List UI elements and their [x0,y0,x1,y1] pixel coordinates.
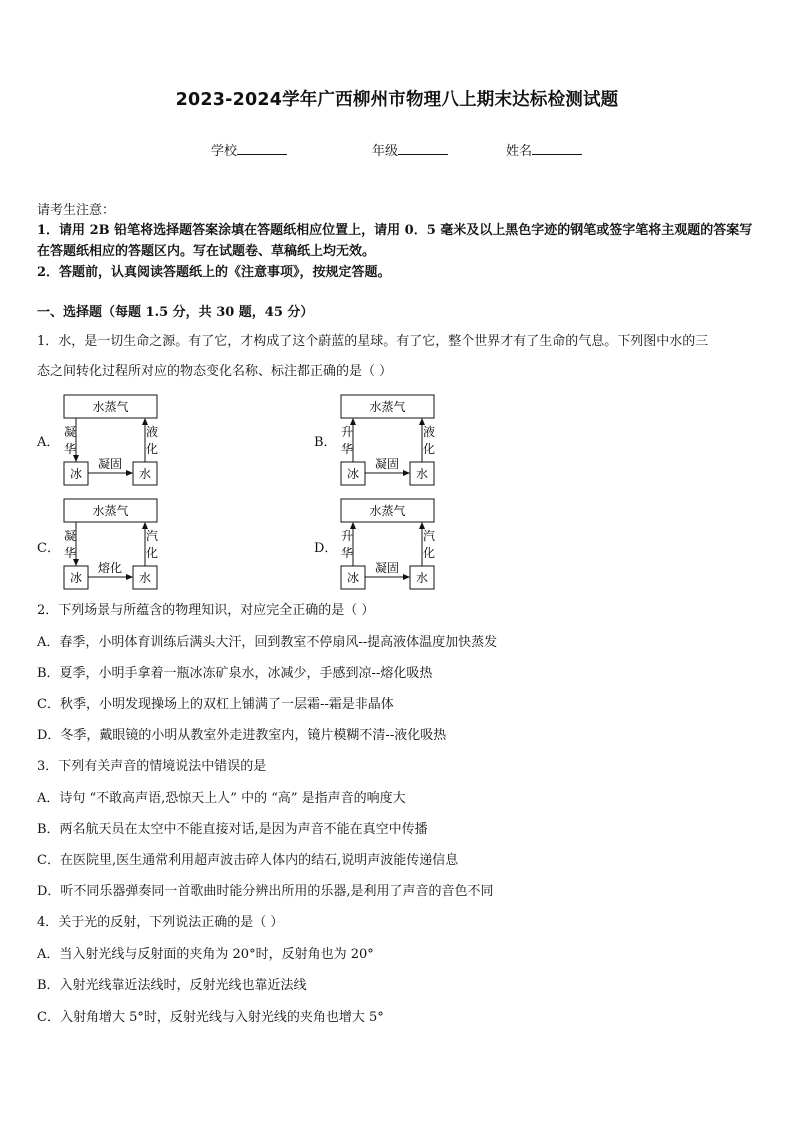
q3-option-d[interactable]: D．听不同乐器弹奏同一首歌曲时能分辨出所用的乐器,是利用了声音的音色不同 [37,884,494,899]
q1-diagram-d [335,496,439,592]
vapor-label: 水蒸气 [369,400,406,414]
left-label-2: 华 [64,546,77,560]
right-label-2: 化 [423,442,436,456]
ice-label: 冰 [346,467,360,481]
left-label-2: 华 [64,442,77,456]
q1-stem-line2: 态之间转化过程所对应的物态变化名称、标注都正确的是（ ） [37,364,393,379]
right-label-2: 化 [423,546,436,560]
right-label-1: 汽 [146,529,159,543]
section-heading: 一、选择题（每题 1.5 分，共 30 题，45 分） [37,305,314,320]
arrow-up-icon [419,522,425,529]
q3-option-a[interactable]: A．诗句 “不敢高声语,恐惊天上人” 中的 “高” 是指声音的响度大 [37,791,406,806]
school-blank [237,142,287,155]
grade-label: 年级 [372,144,399,159]
q2-option-a[interactable]: A．春季，小明体育训练后满头大汗，回到教室不停扇风--提高液体温度加快蒸发 [37,635,498,650]
name-label: 姓名 [506,144,533,159]
q2-option-b[interactable]: B．夏季，小明手拿着一瓶冰冻矿泉水，冰减少，手感到凉--熔化吸热 [37,666,433,681]
arrow-up-icon [350,418,356,425]
left-label-1: 升 [341,529,354,543]
left-label-1: 凝 [64,529,77,543]
notice-heading: 请考生注意： [37,203,116,218]
grade-field [372,140,448,159]
arrow-right-icon [126,470,133,476]
notice-item-2: 2．答题前，认真阅读答题纸上的《注意事项》，按规定答题。 [37,265,391,280]
name-field [506,140,582,159]
q1-stem-line1: 1．水，是一切生命之源。有了它，才构成了这个蔚蓝的星球。有了它，整个世界才有了生命的气息。下列图中水的三 [37,334,709,349]
bottom-label: 凝固 [374,457,400,471]
vapor-label: 水蒸气 [92,400,129,414]
ice-label: 冰 [69,467,83,481]
q2-option-d[interactable]: D．冬季，戴眼镜的小明从教室外走进教室内，镜片模糊不清--液化吸热 [37,728,447,743]
school-label: 学校 [211,144,238,159]
q1-diagram-b [335,392,439,488]
left-label-2: 华 [341,546,354,560]
q1-option-b-letter[interactable]: B． [314,435,337,450]
arrow-right-icon [403,470,410,476]
q4-option-c[interactable]: C．入射角增大 5°时，反射光线与入射光线的夹角也增大 5° [37,1010,384,1025]
bottom-label: 凝固 [374,561,400,575]
bottom-label: 凝固 [97,457,123,471]
arrow-right-icon [403,574,410,580]
water-label: 水 [415,467,429,481]
water-label: 水 [138,571,152,585]
q3-stem: 3．下列有关声音的情境说法中错误的是 [37,759,267,774]
q3-option-b[interactable]: B．两名航天员在太空中不能直接对话,是因为声音不能在真空中传播 [37,822,428,837]
page-title: 2023-2024学年广西柳州市物理八上期末达标检测试题 [175,90,619,110]
q1-option-c-letter[interactable]: C． [37,541,60,556]
q4-stem: 4．关于光的反射，下列说法正确的是（ ） [37,915,284,930]
q1-diagram-c [58,496,162,592]
q1-diagram-a [58,392,162,488]
arrow-down-icon [73,559,79,566]
ice-label: 冰 [69,571,83,585]
q1-option-a-letter[interactable]: A． [37,435,60,450]
right-label-1: 液 [146,425,159,439]
q2-option-c[interactable]: C．秋季，小明发现操场上的双杠上铺满了一层霜--霜是非晶体 [37,697,394,712]
ice-label: 冰 [346,571,360,585]
left-label-2: 华 [341,442,354,456]
water-label: 水 [415,571,429,585]
arrow-down-icon [73,455,79,462]
vapor-label: 水蒸气 [92,504,129,518]
arrow-up-icon [419,418,425,425]
right-label-1: 液 [423,425,436,439]
arrow-right-icon [126,574,133,580]
left-label-1: 凝 [64,425,77,439]
q3-option-c[interactable]: C．在医院里,医生通常利用超声波击碎人体内的结石,说明声波能传递信息 [37,853,459,868]
q1-option-d-letter[interactable]: D． [314,541,338,556]
notice-item-1: 1．请用 2B 铅笔将选择题答案涂填在答题纸相应位置上，请用 0．5 毫米及以上黑色字迹的钢笔或签字笔将主观题的答案写在答题纸相应的答题区内。写在试题卷、草稿纸上均无效。 [37,223,753,259]
water-label: 水 [138,467,152,481]
vapor-label: 水蒸气 [369,504,406,518]
arrow-up-icon [142,418,148,425]
right-label-2: 化 [146,546,159,560]
left-label-1: 升 [341,425,354,439]
right-label-1: 汽 [423,529,436,543]
q2-stem: 2．下列场景与所蕴含的物理知识，对应完全正确的是（ ） [37,603,375,618]
q4-option-a[interactable]: A．当入射光线与反射面的夹角为 20°时，反射角也为 20° [37,947,374,962]
name-blank [532,142,582,155]
q4-option-b[interactable]: B．入射光线靠近法线时，反射光线也靠近法线 [37,978,307,993]
arrow-up-icon [142,522,148,529]
grade-blank [398,142,448,155]
school-field [211,140,287,159]
arrow-up-icon [350,522,356,529]
bottom-label: 熔化 [97,561,123,575]
right-label-2: 化 [146,442,159,456]
